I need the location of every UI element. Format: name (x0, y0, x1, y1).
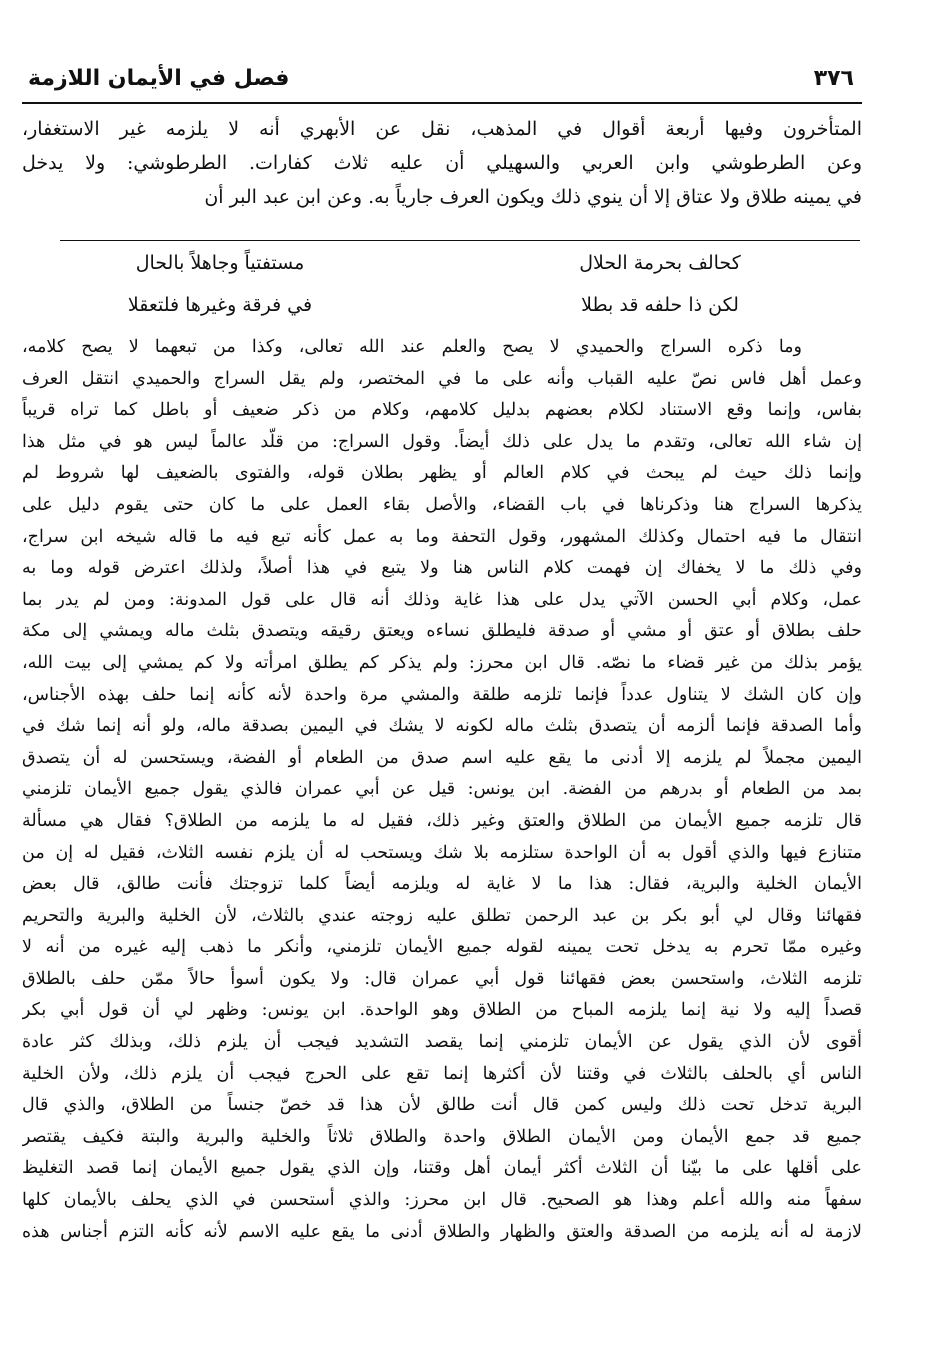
text-line: الأيمان الخلية والبرية، فقال: هذا ما لا غاية له ويلزمه أيضاً كلما تزوجتك فأنت طالق، قال بعض (22, 874, 862, 895)
text-line: في يمينه طلاق ولا عتاق إلا أن ينوي ذلك ويكون العرف جارياً به. وعن ابن عبد البر أن (204, 186, 862, 208)
text-line: فقهائنا وقال لي أبو بكر بن عبد الرحمن تطلق عليه زوجته عندي بالثلاث، لأن الخلية والبرية والتحريم (22, 905, 862, 926)
main-text (22, 332, 862, 1248)
verse-hemistich-right: كحالف بحرمة الحلال (579, 252, 741, 274)
text-line: وغيره ممّا تحرم به يدخل تحت يمينه لقوله جميع الأيمان تلزمني، وأنكر ما ذهب إليه غيره من أنه لا (22, 937, 862, 958)
text-line: قال تلزمه جميع الأيمان من الطلاق والعتق وغير ذلك، فقيل له ما يلزمه من الطلاق؟ فقال هي مسألة (22, 810, 862, 831)
text-line: البرية تدخل تحت ذلك وليس كمن قال أنت طالق لأن هذا قد خصّ جنساً من الطلاق، والذي قال (22, 1095, 862, 1116)
text-line: وأما الصدقة فإنما ألزمه أن يتصدق بثلث ماله لكونه لا يشك في اليمين بصدقة ماله، ولو أنه إنما شك في (22, 716, 862, 737)
text-line: لازمة له أنه يلزمه من الصدقة والعتق والظهار والطلاق أدنى ما يقع عليه الاسم لأنه كأنه التزم أجناس هذه (22, 1221, 862, 1242)
text-line: اليمين مجملاً لم يلزمه إلا أدنى ما يقع عليه اسم صدق من الطعام أو الفضة، ويستحسن له أن يتصدق (22, 747, 862, 768)
verse-hemistich-right: لكن ذا حلفه قد بطلا (581, 294, 739, 316)
text-line: المتأخرون وفيها أربعة أقوال في المذهب، نقل عن الأبهري أنه لا يلزمه غير الاستغفار، (22, 118, 862, 140)
text-line: يؤمر بذلك من غير قضاء ما نصّه. قال ابن محرز: ولم يذكر كم يطلق امرأته ولا كم يمشي إلى بيت الله، (22, 652, 862, 673)
text-line: بمد من الطعام أو بدرهم من الفضة. ابن يونس: قيل عن أبي عمران فالذي يقول جميع الأيمان تلزمني (22, 779, 862, 800)
text-line: حلف بطلاق أو عتق أو مشي أو صدقة فليطلق نساءه ويعتق رقيقه ويتصدق بثلث ماله ويمشي إلى مكة (22, 621, 862, 642)
text-line: سفهاً منه والله أعلم وهذا هو الصحيح. قال ابن محرز: والذي أستحسن في الذي يحلف بالأيمان كلها (22, 1190, 862, 1211)
text-line: على أقلها على ما بيّنا أن الثلاث أكثر أيمان أهل وقتنا، وإن الذي يقول جميع الأيمان إنما قصد التغليظ (22, 1158, 862, 1179)
page-number: ٣٧٦ (813, 66, 854, 91)
text-line: وفي ذلك ما لا يخفاك إن فهمت كلام الناس هنا ولا يتبع في هذا أصلاً، ولذلك اعترض قوله وما به (22, 558, 862, 579)
text-line: بفاس، وإنما وقع الاستناد لكلام بعضهم بدليل كلامهم، وكلام من ذكر ضعيف أو باطل كما تراه قريباً (22, 400, 862, 421)
separator-rule (60, 240, 860, 241)
text-line: عمل، وكلام أبي الحسن الآتي يدل على هذا غاية وذلك أنه قال على قول المدونة: ومن لم يدر بما (22, 589, 862, 610)
verse-line (40, 252, 840, 284)
text-line: تلزمه الثلاث، واستحسن بعض فقهائنا قول أبي عمران قال: ولا يكون أسوأ حالاً ممّن حلف بالطلاق (22, 968, 862, 989)
text-line: متنازع فيها والذي أقول به أن الواحدة ستلزمه بلا شك ويستحب له أن يلزم نفسه الثلاث، فقيل له إن من (22, 842, 862, 863)
text-line: وما ذكره السراج والحميدي لا يصح والعلم عند الله تعالى، وكذا من تبعهما لا يصح كلامه، (22, 337, 802, 357)
text-line: وعمل أهل فاس نصّ عليه القباب وأنه على ما في المختصر، ولم يقل السراج والحميدي انتقل العرف (22, 368, 862, 389)
running-title: فصل في الأيمان اللازمة (28, 66, 290, 91)
verse-line (40, 294, 840, 326)
text-line: وإنما ذلك حيث لم يبحث في كلام العالم أو يظهر بطلان قوله، والفتوى بالضعيف لها شروط لم (22, 463, 862, 484)
top-paragraph (22, 112, 862, 214)
verse-hemistich-left: في فرقة وغيرها فلتعقلا (127, 294, 313, 316)
text-line: أقوى لأن الذي يقول عن الأيمان تلزمني إنما يقصد التشديد فيجب أن يلزم ذلك، وبذلك كثر عادة (22, 1032, 862, 1053)
page-header (22, 62, 862, 104)
verse-hemistich-left: مستفتياً وجاهلاً بالحال (135, 252, 305, 274)
text-line: انتقال ما فيه احتمال وكذلك المشهور، وقول التحفة وما به عمل كأنه تبع فيه ما قاله شيخه ابن سراج، (22, 526, 862, 547)
text-line: الناس أي بالحلف بالثلاث في وقتنا لأن أكثرها إنما تقع على الحرج فيجب أن يلزم ذلك، ولأن الخلية (22, 1063, 862, 1084)
text-line: وإن كان الشك لا يتناول عدداً فإنما تلزمه طلقة والمشي مرة واحدة لأنه كأنه إنما حلف بهذه الأجناس، (22, 684, 862, 705)
text-line: قصداً إليه ولا نية إنما يلزمه المباح من الطلاق وهو الواحدة. ابن يونس: وظهر لي أن قول أبي بكر (22, 1000, 862, 1021)
text-line: وعن الطرطوشي وابن العربي والسهيلي أن عليه ثلاث كفارات. الطرطوشي: ولا يدخل (22, 152, 862, 174)
text-line: جميع قد جمع الأيمان ومن الأيمان الطلاق واحدة والطلاق ثلاثاً والخلية والبرية والبتة فكيف يقتصر (22, 1126, 862, 1147)
text-line: يذكرها السراج هنا وذكرناها في باب القضاء، والأصل بقاء العمل على ما كان حتى يقوم دليل على (22, 494, 862, 515)
text-line: إن شاء الله تعالى، وتقدم ما يدل على ذلك أيضاً. وقول السراج: من قلّد عالماً ليس هو في مثل هذا (22, 431, 862, 452)
